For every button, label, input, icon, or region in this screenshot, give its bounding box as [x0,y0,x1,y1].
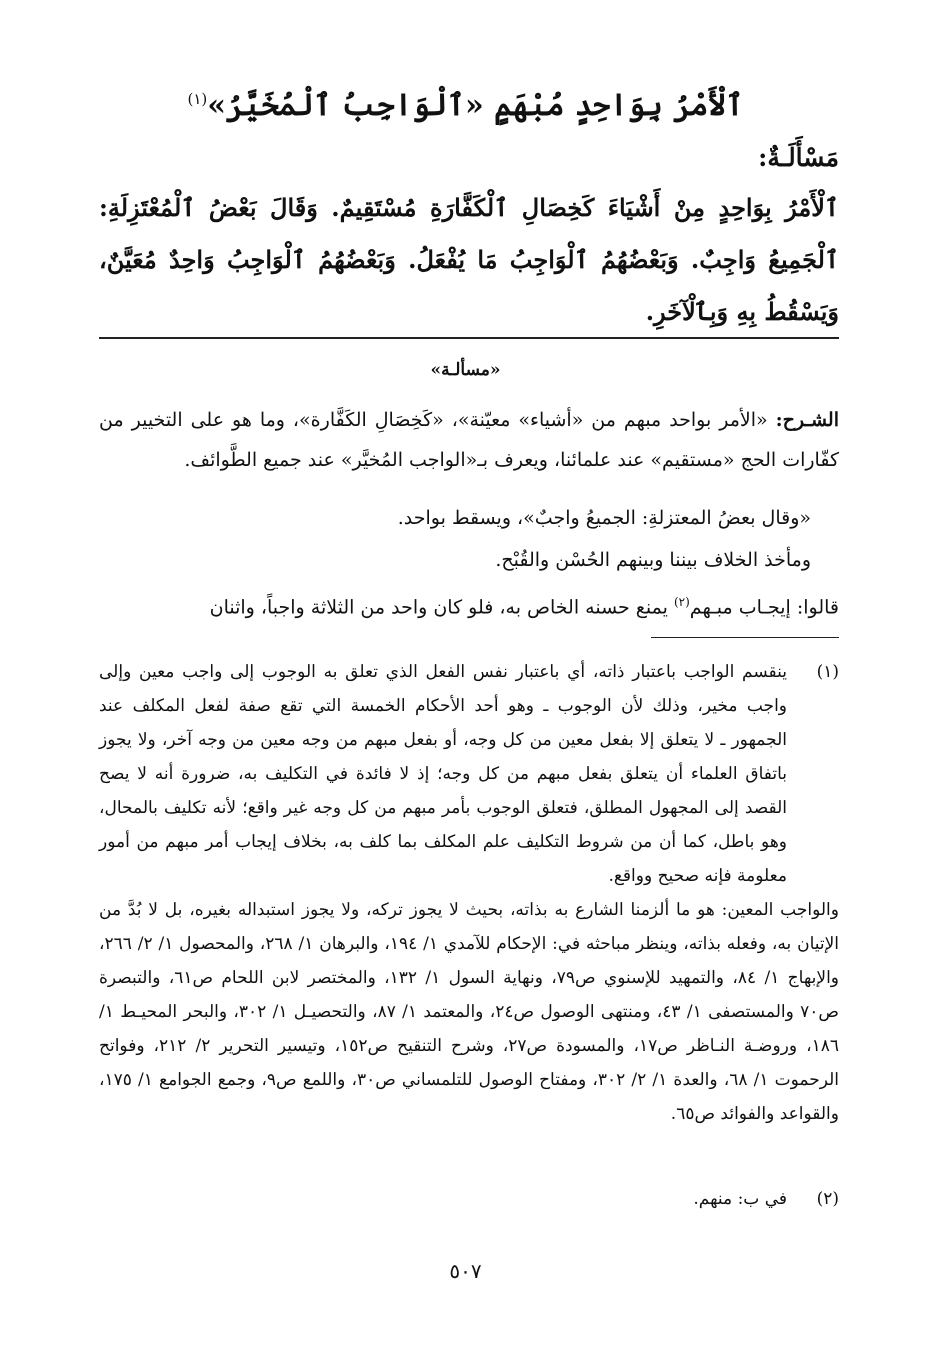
sharh-line-4 [99,581,839,628]
footnote-1-para2: والواجب المعين: هو ما ألزمنا الشارع به بذاته، بحيث لا يجوز تركه، ولا يجوز استبداله بغيره، بل لا بُدَّ من الإتيان به، وفعله بذاته، وينظر مباحثه في: الإحكام للآمدي ١/ ١٩٤، والبرهان ١/ ٢٦٨، والمحصول ١/ ٢/ ٢٦٦، والإبهاج ١/ ٨٤، والتمهيد للإسنوي ص٧٩، ونهاية السول ١/ ١٣٢، والمختصر لابن اللحام ص٦١، والتبصرة ص٧٠ والمستصفى ١/ ٤٣، ومنتهى الوصول ص٢٤، والمعتمد ١/ ٨٧، والتحصيـل ١/ ٣٠٢، والبحر المحيـط ١/ ١٨٦، وروضـة النـاظر ص١٧، والمسودة ص٢٧، وشرح التنقيح ص١٥٢، وتيسير التحرير ٢/ ٢١٢، وفواتح الرحموت ١/ ٦٨، والعدة ١/ ٢/ ٣٠٢، ومفتاح الوصول للتلمساني ص٣٠، واللمع ص٩، وجمع الجوامع ١/ ١٧٥، والقواعد والفوائد ص٦٥. [99,900,840,1124]
sharh-continuation [99,497,839,628]
matn-heading: مَسْأَلَـةٌ: [758,143,839,172]
sharh-line-4-b: يمنع حسنه الخاص به، فلو كان واحد من الثلاثة واجباً، واثنان [209,596,674,619]
footnote-1-para1: ينقسم الواجب باعتبار ذاته، أي باعتبار نفس الفعل الذي تعلق به الوجوب إلى واجب معين وإلى واجب مخير، وذلك لأن الوجوب ـ وهو أحد الأحكام الخمسة التي تقع صفة لفعل المكلف عند الجمهور ـ لا يتعلق إلا بفعل معين من كل وجه، أو بفعل مبهم من وجه معين من وجه آخر، ولا يجوز باتفاق العلماء أن يتعلق بفعل مبهم من كل وجه؛ إذ لا فائدة في التكليف به، ضرورة أنه لا يصح القصد إلى المجهول المطلق، فتعلق الوجوب بأمر مبهم من كل وجه غير واقع؛ لأنه تكليف بالمحال، وهو باطل، كما أن من شروط التكليف علم المكلف بما كلف به، بخلاف إيجاب أمر مبهم من أمور معلومة فإنه صحيح وواقع. [99,662,787,886]
sharh-line-3: ومأخذ الخلاف بيننا وبينهم الحُسْن والقُبْح. [495,549,811,571]
sharh-heading: «مسألـة» [430,360,501,380]
sharh-para1: «الأمر بواحد مبهم من «أشياء» معيّنة»، «كَخِصَالِ الكَفَّارة»، وما هو على التخيير من كفّارات الحج «مستقيم» عند علمائنا، ويعرف بـ«الواجب المُخيَّر» عند جميع الطَّوائف. [99,409,839,471]
chapter-title [0,74,931,131]
title-footnote-ref: (١) [187,90,208,108]
section-divider [99,337,839,339]
footnote-2-number: (٢) [816,1189,839,1209]
sharh-line-2: «وقال بعضُ المعتزلةِ: الجميعُ واجبٌ»، ويسقط بواحد. [397,507,811,529]
footnote-1 [99,655,839,1131]
footnote-1-number: (١) [816,662,839,682]
chapter-title-text: ٱلْأَمْرُ بِوَاحِدٍ مُبْهَمٍ «ٱلْوَاجِبُ ٱلْمُخَيَّرُ» [207,88,744,123]
footnote-2 [99,1182,839,1216]
page-number: ٥٠٧ [449,1259,482,1283]
footnote-separator [651,637,839,638]
sharh-label: الشـرح: [775,409,839,431]
matn-text: ٱلْأَمْرُ بِوَاحِدٍ مِنْ أَشْيَاءَ كَخِصَالِ ٱلْكَفَّارَةِ مُسْتَقِيمٌ. وَقَالَ بَعْضُ ٱلْمُعْتَزِلَةِ: ٱلْجَمِيعُ وَاجِبٌ. وَبَعْضُهُمُ ٱلْوَاجِبُ مَا يُفْعَلُ. وَبَعْضُهُمُ ٱلْوَاجِبُ وَاحِدٌ مُعَيَّنٌ، وَيَسْقُطُ بِهِ وَبِٱلْآخَرِ. [99,193,840,326]
sharh-paragraph [99,400,839,480]
sharh-line-4-a: قالوا: إيجـاب مبـهم [689,596,839,619]
footnote-2-para1: في ب: منهم. [693,1189,787,1209]
footnote-ref-2: (٢) [673,595,690,609]
